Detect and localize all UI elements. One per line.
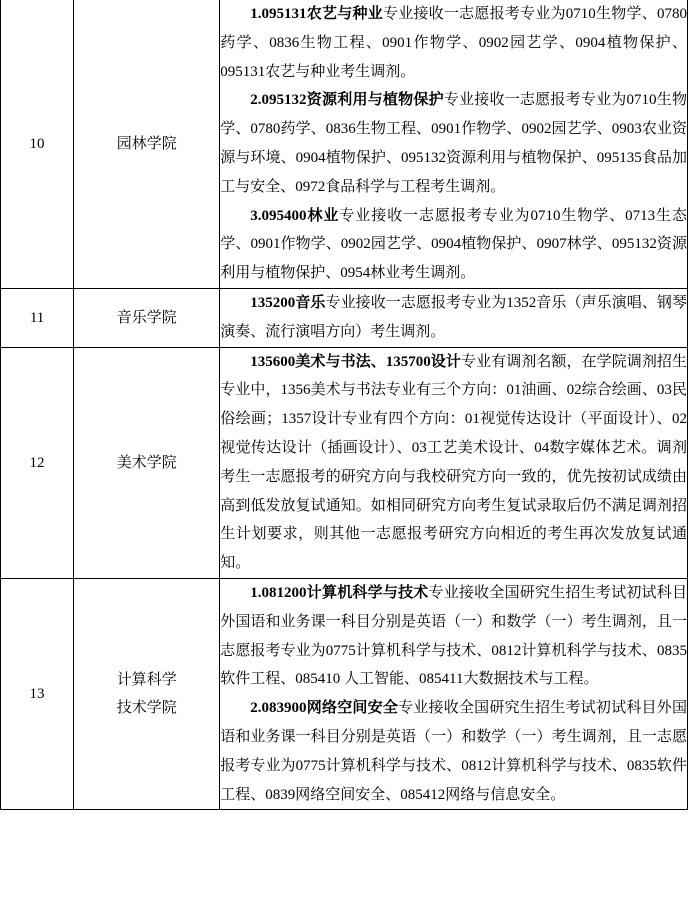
table-row — [1, 0, 688, 288]
program-description: 专业有调剂名额，在学院调剂招生专业中，1356美术与书法专业有三个方向：01油画、02综合绘画、03民俗绘画；1357设计专业有四个方向：01视觉传达设计（平面设计）、02视觉传达设计（插画设计）、03工艺美术设计、04数字媒体艺术。调剂考生一志愿报考的研究方向与我校研究方向一致的，优先按初试成绩由高到低发放复试通知。如相同研究方向考生复试录取后仍不满足调剂招生计划要求，则其他一志愿报考研究方向相近的考生再次发放复试通知。 — [220, 353, 687, 572]
content-paragraph — [220, 694, 687, 809]
row-index-cell — [1, 347, 74, 578]
program-code-label: 2.095132资源利用与植物保护 — [250, 92, 444, 109]
row-college-cell — [74, 288, 220, 347]
college-name: 美术学院 — [116, 454, 177, 471]
program-code-label: 135200音乐 — [250, 294, 326, 311]
row-content-cell — [220, 0, 688, 288]
program-code-label: 3.095400林业 — [250, 207, 340, 224]
row-content-cell — [220, 578, 688, 809]
row-index: 12 — [29, 454, 45, 471]
table-row — [1, 578, 688, 809]
row-college-cell — [74, 578, 220, 809]
row-index: 13 — [29, 685, 45, 702]
content-paragraph — [220, 289, 687, 347]
college-name-line-2: 技术学院 — [116, 700, 177, 717]
program-description: 专业接收全国研究生招生考试初试科目外国语和业务课一科目分别是英语（一）和数学（一）考生调剂，且一志愿报考专业为0775计算机科学与技术、0812计算机科学与技术、0835软件工程、0839网络空间安全、085412网络与信息安全。 — [220, 700, 687, 803]
table-row — [1, 347, 688, 578]
content-paragraph — [220, 0, 687, 86]
row-index-cell — [1, 288, 74, 347]
row-index-cell — [1, 578, 74, 809]
row-content-cell — [220, 347, 688, 578]
table-body — [1, 0, 688, 810]
college-name: 园林学院 — [116, 135, 177, 152]
program-code-label: 2.083900网络空间安全 — [250, 700, 399, 717]
program-description: 专业接收一志愿报考专业为0710生物学、0713生态学、0901作物学、0902园艺学、0904植物保护、0907林学、095132资源利用与植物保护、0954林业考生调剂。 — [220, 207, 687, 282]
row-content-cell — [220, 288, 688, 347]
row-college-cell — [74, 347, 220, 578]
content-paragraph — [220, 202, 687, 288]
content-paragraph — [220, 86, 687, 201]
program-code-label: 1.095131农艺与种业 — [250, 6, 383, 22]
program-description: 专业接收一志愿报考专业为0710生物学、0780药学、0836生物工程、0901作物学、0902园艺学、0903农业资源与环境、0904植物保护、095132资源利用与植物保护、095135食品加工与安全、0972食品科学与工程考生调剂。 — [220, 92, 687, 195]
program-code-label: 135600美术与书法、135700设计 — [250, 353, 461, 370]
row-index: 11 — [29, 309, 45, 326]
row-index: 10 — [29, 135, 45, 152]
row-college-cell — [74, 0, 220, 288]
college-name-line-1: 计算科学 — [116, 671, 177, 688]
content-paragraph — [220, 579, 687, 694]
content-paragraph — [220, 348, 687, 578]
program-description: 专业接收全国研究生招生考试初试科目外国语和业务课一科目分别是英语（一）和数学（一）考生调剂，且一志愿报考专业为0775计算机科学与技术、0812计算机科学与技术、0835软件工程、085410 人工智能、085411大数据技术与工程。 — [220, 584, 687, 688]
row-index-cell — [1, 0, 74, 288]
table-row — [1, 288, 688, 347]
program-description: 专业接收一志愿报考专业为1352音乐（声乐演唱、钢琴演奏、流行演唱方向）考生调剂。 — [220, 294, 687, 340]
program-code-label: 1.081200计算机科学与技术 — [250, 584, 429, 601]
program-description: 专业接收一志愿报考专业为0710生物学、0780药学、0836生物工程、0901作物学、0902园艺学、0904植物保护、095131农艺与种业考生调剂。 — [220, 6, 687, 80]
college-name: 音乐学院 — [116, 309, 177, 326]
